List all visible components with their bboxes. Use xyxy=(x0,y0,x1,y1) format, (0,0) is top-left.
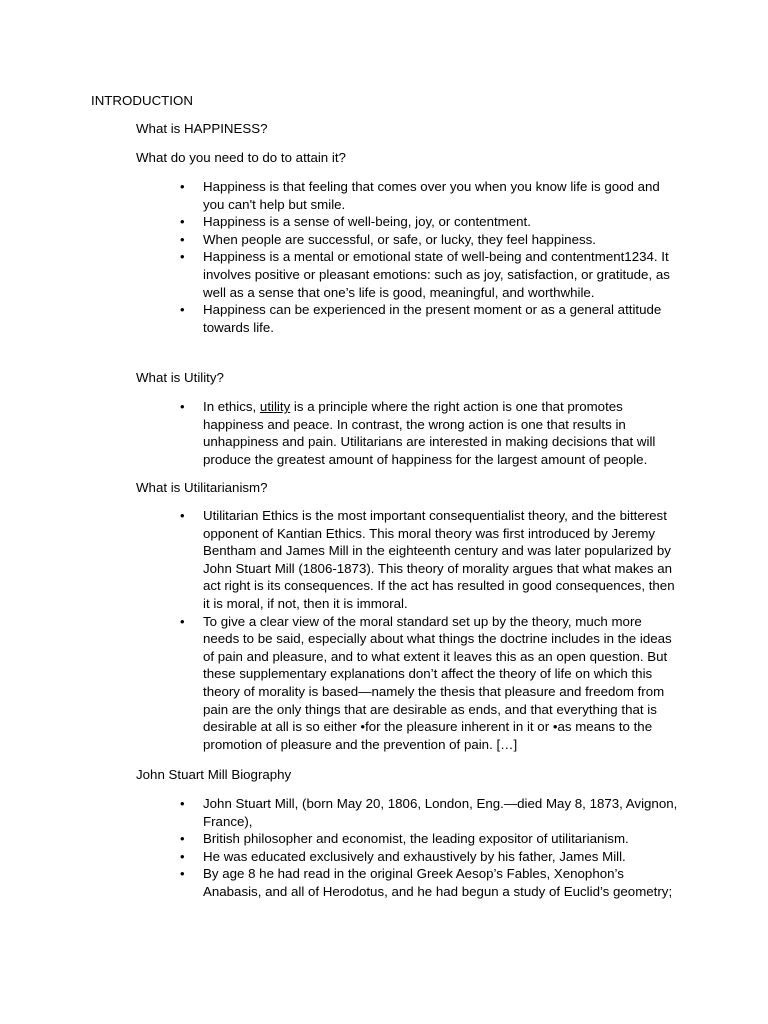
question-attain: What do you need to do to attain it? xyxy=(136,150,346,165)
section-heading-introduction: INTRODUCTION xyxy=(91,93,193,108)
list-item xyxy=(180,398,680,468)
utility-text-after: is a principle where the right action is one that promotes happiness and peace. In contrast, the wrong action is one that results in unhappiness and pain. Utilitarians are interested in making decisions that will produce the greatest amount of happiness for the largest amount of people. xyxy=(203,399,656,467)
list-item: • John Stuart Mill, (born May 20, 1806, London, Eng.—died May 8, 1873, Avignon, France), xyxy=(180,795,680,830)
question-utilitarianism: What is Utilitarianism? xyxy=(136,480,268,495)
list-item: • Happiness is a sense of well-being, joy, or contentment. xyxy=(180,213,680,231)
utilitarianism-list xyxy=(180,507,680,753)
list-item: • Happiness is that feeling that comes over you when you know life is good and you can't help but smile. xyxy=(180,178,680,213)
question-mill-biography: John Stuart Mill Biography xyxy=(136,767,292,782)
list-item: • He was educated exclusively and exhaustively by his father, James Mill. xyxy=(180,848,680,866)
list-item: • British philosopher and economist, the leading expositor of utilitarianism. xyxy=(180,830,680,848)
utility-list xyxy=(180,398,680,468)
list-item: • Happiness is a mental or emotional state of well-being and contentment1234. It involves positive or pleasant emotions: such as joy, satisfaction, or gratitude, as well as a sense that one’s life is good, meaningful, and worthwhile. xyxy=(180,248,680,301)
list-item: • To give a clear view of the moral standard set up by the theory, much more needs to be said, especially about what things the doctrine includes in the ideas of pain and pleasure, and to what extent it leaves this as an open question. But these supplementary explanations don’t affect the theory of life on which this theory of morality is based—namely the thesis that pleasure and freedom from pain are the only things that are desirable as ends, and that everything that is desirable at all is so either •for the pleasure inherent in it or •as means to the promotion of pleasure and the prevention of pain. […] xyxy=(180,613,680,754)
list-item: • By age 8 he had read in the original Greek Aesop’s Fables, Xenophon’s Anabasis, and all of Herodotus, and he had begun a study of Euclid’s geometry; xyxy=(180,865,680,900)
list-item: • Happiness can be experienced in the present moment or as a general attitude towards life. xyxy=(180,301,680,336)
list-item: • When people are successful, or safe, or lucky, they feel happiness. xyxy=(180,231,680,249)
utility-text-before: In ethics, xyxy=(203,399,260,414)
happiness-list xyxy=(180,178,680,336)
utility-link[interactable]: utility xyxy=(259,399,291,414)
question-utility: What is Utility? xyxy=(136,370,224,385)
mill-list xyxy=(180,795,680,901)
list-item: • Utilitarian Ethics is the most important consequentialist theory, and the bitterest opponent of Kantian Ethics. This moral theory was first introduced by Jeremy Bentham and James Mill in the eighteenth century and was later popularized by John Stuart Mill (1806-1873). This theory of morality argues that what makes an act right is its consequences. If the act has resulted in good consequences, then it is moral, if not, then it is immoral. xyxy=(180,507,680,613)
question-happiness: What is HAPPINESS? xyxy=(136,121,268,136)
